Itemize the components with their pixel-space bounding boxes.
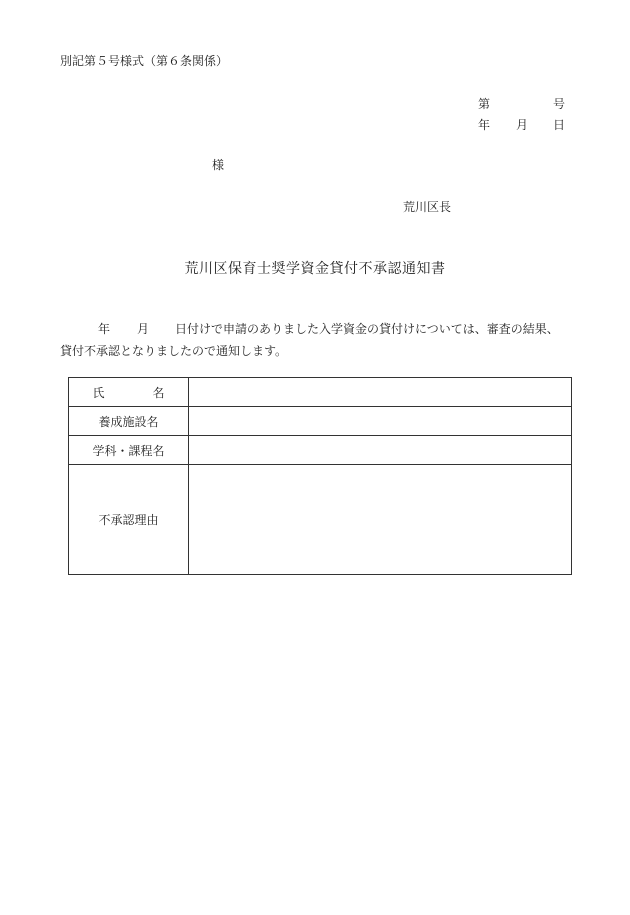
table-row-reason <box>69 465 572 575</box>
facility-label: 養成施設名 <box>69 407 189 436</box>
name-label <box>69 378 189 407</box>
name-value-cell <box>189 378 572 407</box>
reason-value-cell <box>189 465 572 575</box>
body-year: 年 <box>98 322 111 336</box>
table-row-facility <box>69 407 572 436</box>
sender-name: 荒川区長 <box>403 200 452 214</box>
reason-label: 不承認理由 <box>69 465 189 575</box>
body-month: 月 <box>137 322 150 336</box>
date-year: 年 <box>478 118 491 132</box>
name-label-2: 名 <box>152 385 165 400</box>
body-line1: 日付けで申請のありました入学資金の貸付けについては、審査の結果、 <box>175 322 559 336</box>
body-line2: 貸付不承認となりましたので通知します。 <box>60 344 288 358</box>
document-title: 荒川区保育士奨学資金貸付不承認通知書 <box>184 261 446 277</box>
date-day: 日 <box>553 118 566 132</box>
number-suffix: 号 <box>553 97 566 111</box>
facility-value-cell <box>189 407 572 436</box>
table-row-course <box>69 436 572 465</box>
table-row-name <box>69 378 572 407</box>
date-month: 月 <box>516 118 529 132</box>
recipient-suffix: 様 <box>212 158 225 172</box>
course-value-cell <box>189 436 572 465</box>
number-prefix: 第 <box>478 97 491 111</box>
name-label-1: 氏 <box>92 385 105 400</box>
course-label: 学科・課程名 <box>69 436 189 465</box>
form-label: 別記第５号様式（第６条関係） <box>60 54 229 68</box>
applicant-info-table <box>68 377 572 575</box>
